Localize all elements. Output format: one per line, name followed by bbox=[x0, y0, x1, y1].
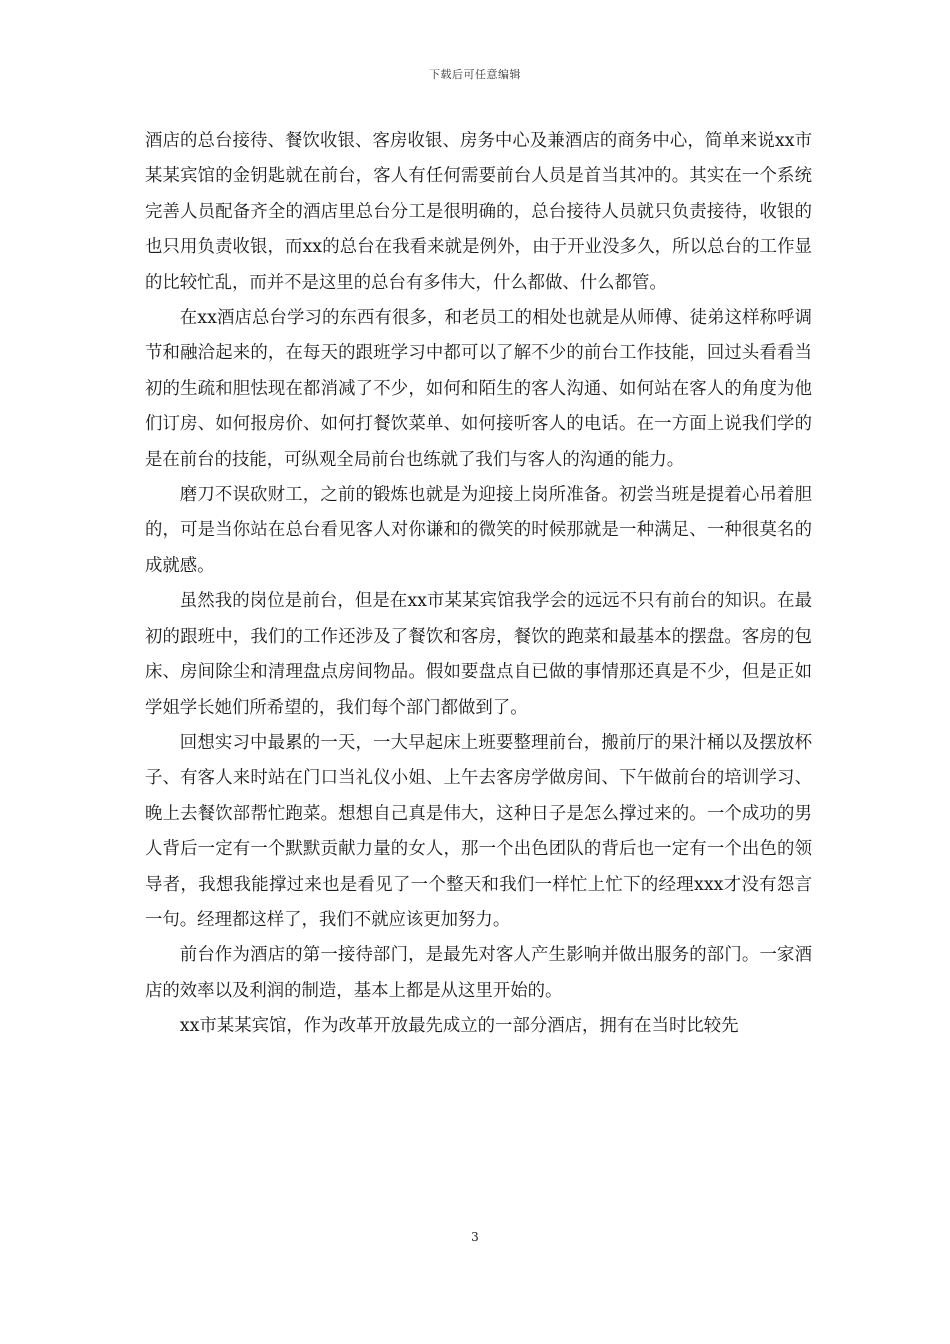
paragraph-7: xx市某某宾馆，作为改革开放最先成立的一部分酒店，拥有在当时比较先 bbox=[179, 1016, 739, 1037]
paragraph-5: 回想实习中最累的一天，一大早起床上班要整理前台，搬前厅的果汁桶以及摆放杯子、有客人来时站在门口当礼仪小姐、上午去客房学做房间、下午做前台的培训学习、晚上去餐饮部帮忙跑菜。想想自己真是伟大，这种日子是怎么撑过来的。一个成功的男人背后一定有一个默默贡献力量的女人，那一个出色团队的背后也一定有一个出色的领导者，我想我能撑过来也是看见了一个整天和我们一样忙上忙下的经理xxx才没有怨言一句。经理都这样了，我们不就应该更加努力。 bbox=[145, 732, 812, 930]
paragraph-6: 前台作为酒店的第一接待部门，是最先对客人产生影响并做出服务的部门。一家酒店的效率以及利润的制造，基本上都是从这里开始的。 bbox=[145, 945, 812, 1001]
page-header: 下载后可任意编辑 bbox=[429, 68, 521, 81]
paragraph-3: 磨刀不误砍财工，之前的锻炼也就是为迎接上岗所准备。初尝当班是提着心吊着胆的，可是当你站在总台看见客人对你谦和的微笑的时候那就是一种满足、一种很莫名的成就感。 bbox=[145, 485, 812, 576]
paragraph-1: 酒店的总台接待、餐饮收银、客房收银、房务中心及兼酒店的商务中心，简单来说xx市某某宾馆的金钥匙就在前台，客人有任何需要前台人员是首当其冲的。其实在一个系统完善人员配备齐全的酒店里总台分工是很明确的，总台接待人员就只负责接待，收银的也只用负责收银，而xx的总台在我看来就是例外，由于开业没多久，所以总台的工作显的比较忙乱，而并不是这里的总台有多伟大，什么都做、什么都管。 bbox=[145, 131, 812, 293]
page-number: 3 bbox=[471, 1230, 479, 1244]
paragraph-2: 在xx酒店总台学习的东西有很多，和老员工的相处也就是从师傅、徒弟这样称呼调节和融洽起来的，在每天的跟班学习中都可以了解不少的前台工作技能，回过头看看当初的生疏和胆怯现在都消减了不少，如何和陌生的客人沟通、如何站在客人的角度为他们订房、如何报房价、如何打餐饮菜单、如何接听客人的电话。在一方面上说我们学的是在前台的技能，可纵观全局前台也练就了我们与客人的沟通的能力。 bbox=[145, 308, 812, 470]
document-body bbox=[145, 124, 812, 1045]
paragraph-4: 虽然我的岗位是前台，但是在xx市某某宾馆我学会的远远不只有前台的知识。在最初的跟班中，我们的工作还涉及了餐饮和客房，餐饮的跑菜和最基本的摆盘。客房的包床、房间除尘和清理盘点房间物品。假如要盘点自已做的事情那还真是不少，但是正如学姐学长她们所希望的，我们每个部门都做到了。 bbox=[145, 591, 812, 718]
